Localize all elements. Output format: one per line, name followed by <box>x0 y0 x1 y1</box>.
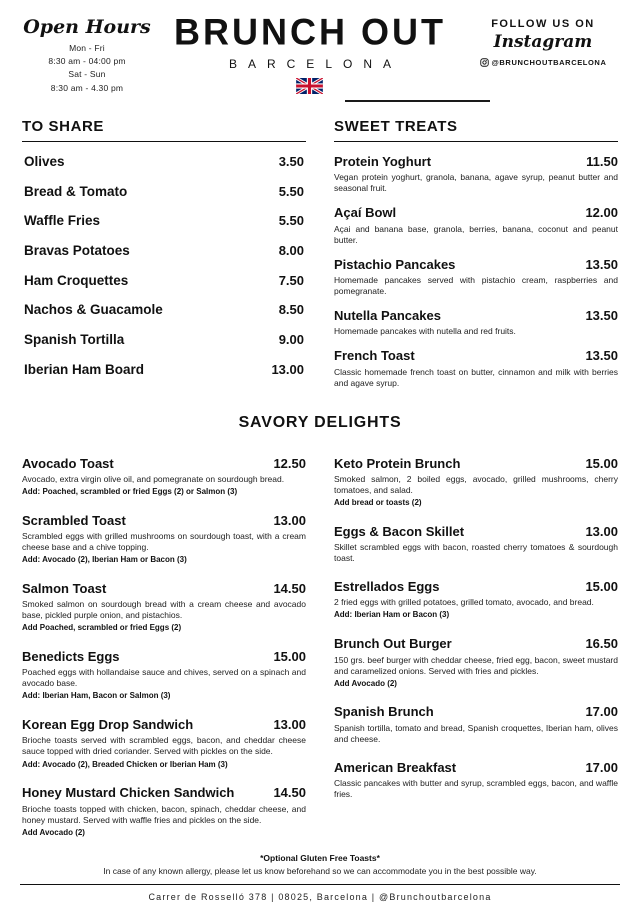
item-price: 17.00 <box>585 704 618 720</box>
item-addons: Add: Iberian Ham, Bacon or Salmon (3) <box>22 691 171 701</box>
item-name: Spanish Tortilla <box>24 332 125 348</box>
item-description: Homemade pancakes with nutella and red fruits. <box>334 326 516 337</box>
item-name: Ham Croquettes <box>24 272 129 288</box>
item-name: Estrellados Eggs <box>334 579 440 595</box>
open-hours-line: Sat - Sun <box>68 69 106 80</box>
item-price: 11.50 <box>586 154 618 169</box>
item-description: Homemade pancakes served with pistachio cream, raspberries and pomegranate. <box>334 274 618 296</box>
open-hours-block <box>22 12 152 95</box>
item-price: 17.00 <box>585 759 618 775</box>
follow-block <box>468 12 618 67</box>
menu-item <box>334 308 618 337</box>
menu-item <box>22 785 306 838</box>
menu-item <box>334 456 618 509</box>
item-price: 12.50 <box>273 455 306 471</box>
menu-item <box>22 649 306 702</box>
menu-item <box>22 184 306 200</box>
gluten-free-note: *Optional Gluten Free Toasts* <box>260 853 380 864</box>
item-addons: Add: Avocado (2), Breaded Chicken or Iberian Ham (3) <box>22 759 228 769</box>
savory-columns <box>22 456 618 854</box>
instagram-label: Instagram <box>493 32 593 52</box>
menu-item <box>22 213 306 229</box>
menu-item <box>334 205 618 245</box>
decorative-line <box>345 100 490 102</box>
item-addons: Add: Avocado (2), Iberian Ham or Bacon (3) <box>22 555 187 565</box>
item-description: Avocado, extra virgin olive oil, and pomegranate on sourdough bread. <box>22 473 285 484</box>
menu-item <box>334 760 618 800</box>
item-description: Brioche toasts served with scrambled eggs, bacon, and cheddar cheese sauce topped with dried coriander. Served with pickles on the side. <box>22 735 306 757</box>
menu-item <box>22 273 306 289</box>
item-name: French Toast <box>334 348 415 364</box>
item-description: Classic homemade french toast on butter, cinnamon and milk with berries and agave syrup. <box>334 366 618 388</box>
item-price: 8.50 <box>278 302 304 318</box>
item-price: 13.00 <box>273 717 306 733</box>
item-name: Pistachio Pancakes <box>334 256 456 272</box>
item-description: Vegan protein yoghurt, granola, banana, agave syrup, peanut butter and seasonal fruit. <box>334 172 618 194</box>
item-name: Eggs & Bacon Skillet <box>334 523 465 539</box>
item-name: Honey Mustard Chicken Sandwich <box>22 785 235 801</box>
item-addons: Add Poached, scrambled or fried Eggs (2) <box>22 623 182 633</box>
section-title: SWEET TREATS <box>334 118 618 142</box>
menu-item <box>22 717 306 770</box>
item-name: Nutella Pancakes <box>334 308 441 324</box>
item-price: 14.50 <box>273 580 306 596</box>
item-description: 2 fried eggs with grilled potatoes, grilled tomato, avocado, and bread. <box>334 597 594 608</box>
item-price: 16.50 <box>585 636 618 652</box>
item-name: Keto Protein Brunch <box>334 455 461 471</box>
item-price: 13.00 <box>273 512 306 528</box>
brand-title: BRUNCH OUT <box>174 10 446 53</box>
item-name: Olives <box>24 154 65 169</box>
item-description: Açai and banana base, granola, berries, banana, coconut and peanut butter. <box>334 223 618 245</box>
brand-block <box>174 12 446 94</box>
item-price: 15.00 <box>273 649 306 665</box>
item-name: Bravas Potatoes <box>24 243 130 259</box>
item-description: Brioche toasts topped with chicken, bacon, spinach, cheddar cheese, and honey mustard. Served with waffle fries and pickles on the side. <box>22 803 306 825</box>
item-name: Iberian Ham Board <box>24 361 145 377</box>
menu-item <box>334 704 618 744</box>
item-price: 13.50 <box>585 348 618 364</box>
item-price: 3.50 <box>278 154 304 169</box>
item-name: Bread & Tomato <box>24 183 128 199</box>
section-title: SAVORY DELIGHTS <box>238 413 402 431</box>
top-columns <box>22 118 618 400</box>
item-name: Korean Egg Drop Sandwich <box>22 717 194 733</box>
item-description: Skillet scrambled eggs with bacon, roasted cherry tomatoes & sourdough toast. <box>334 542 618 564</box>
item-name: American Breakfast <box>334 759 457 775</box>
instagram-icon <box>480 58 489 67</box>
item-price: 5.50 <box>278 213 304 229</box>
item-name: Spanish Brunch <box>334 704 434 720</box>
item-name: Brunch Out Burger <box>334 636 452 652</box>
menu-item <box>334 348 618 388</box>
item-name: Protein Yoghurt <box>334 154 432 169</box>
item-name: Nachos & Guacamole <box>24 302 163 318</box>
menu-item <box>334 636 618 689</box>
item-addons: Add: Poached, scrambled or fried Eggs (2) or Salmon (3) <box>22 486 238 496</box>
menu-item <box>22 513 306 566</box>
follow-us-label: FOLLOW US ON <box>491 18 595 30</box>
item-price: 14.50 <box>273 785 306 801</box>
item-price: 13.50 <box>585 256 618 272</box>
header <box>22 12 618 110</box>
item-price: 9.00 <box>278 332 304 348</box>
item-description: Scrambled eggs with grilled mushrooms on sourdough toast, with a cream cheese base and a chive topping. <box>22 531 306 553</box>
instagram-handle-text: @BRUNCHOUTBARCELONA <box>491 58 607 67</box>
open-hours-line: 8:30 am - 4.30 pm <box>50 82 124 93</box>
item-price: 7.50 <box>278 272 304 288</box>
item-name: Waffle Fries <box>24 213 101 229</box>
item-price: 13.50 <box>585 308 618 324</box>
section-title: TO SHARE <box>22 118 306 142</box>
item-name: Salmon Toast <box>22 580 107 596</box>
savory-right-column <box>334 456 618 854</box>
item-price: 5.50 <box>278 183 304 199</box>
item-price: 8.00 <box>278 243 304 259</box>
item-description: Classic pancakes with butter and syrup, scrambled eggs, bacon, and waffle fries. <box>334 777 618 800</box>
item-description: Spanish tortilla, tomato and bread, Spanish croquettes, Iberian ham, olives and cheese. <box>334 722 618 744</box>
item-description: Poached eggs with hollandaise sauce and chives, served on a spinach and avocado base. <box>22 667 306 689</box>
instagram-handle <box>468 58 618 67</box>
menu-item <box>334 524 618 564</box>
section-to-share <box>22 118 306 400</box>
item-price: 15.00 <box>585 455 618 471</box>
item-description: Smoked salmon, 2 boiled eggs, avocado, grilled mushrooms, cherry tomatoes, and salad. <box>334 473 618 495</box>
menu-item <box>22 302 306 318</box>
item-description: 150 grs. beef burger with cheddar cheese, fried egg, bacon, sweet mustard and caramelized onions. Served with fries and pickles. <box>334 654 618 676</box>
address-bar: Carrer de Rosselló 378 | 08025, Barcelona | @Brunchoutbarcelona <box>20 884 620 912</box>
menu-item <box>22 243 306 259</box>
item-price: 12.00 <box>585 205 618 221</box>
item-addons: Add Avocado (2) <box>334 678 397 688</box>
item-addons: Add: Iberian Ham or Bacon (3) <box>334 610 450 620</box>
item-name: Avocado Toast <box>22 455 114 471</box>
open-hours-title: Open Hours <box>23 16 151 38</box>
section-sweet-treats <box>334 118 618 400</box>
brand-subtitle: BARCELONA <box>228 57 402 71</box>
item-price: 15.00 <box>585 579 618 595</box>
item-description: Smoked salmon on sourdough bread with a cream cheese and avocado base, pickled purple onion, and pistachios. <box>22 599 306 621</box>
item-name: Scrambled Toast <box>22 512 126 528</box>
menu-item <box>334 257 618 297</box>
menu-item <box>22 332 306 348</box>
menu-item <box>22 154 306 170</box>
allergy-note: In case of any known allergy, please let us know beforehand so we can accommodate you in the best possible way. <box>103 866 537 877</box>
menu-item <box>334 579 618 621</box>
item-name: Benedicts Eggs <box>22 649 120 665</box>
item-addons: Add bread or toasts (2) <box>334 498 422 508</box>
uk-flag-icon <box>296 78 323 94</box>
menu-item <box>334 154 618 194</box>
item-price: 13.00 <box>585 523 618 539</box>
open-hours-line: Mon - Fri <box>69 43 105 53</box>
item-addons: Add Avocado (2) <box>22 827 85 837</box>
menu-item <box>22 581 306 634</box>
menu-item <box>22 362 306 378</box>
open-hours-line: 8:30 am - 04:00 pm <box>48 56 126 67</box>
menu-item <box>22 456 306 498</box>
footer-notes <box>22 853 618 884</box>
savory-left-column <box>22 456 306 854</box>
item-name: Açaí Bowl <box>334 205 397 221</box>
item-price: 13.00 <box>271 361 304 377</box>
